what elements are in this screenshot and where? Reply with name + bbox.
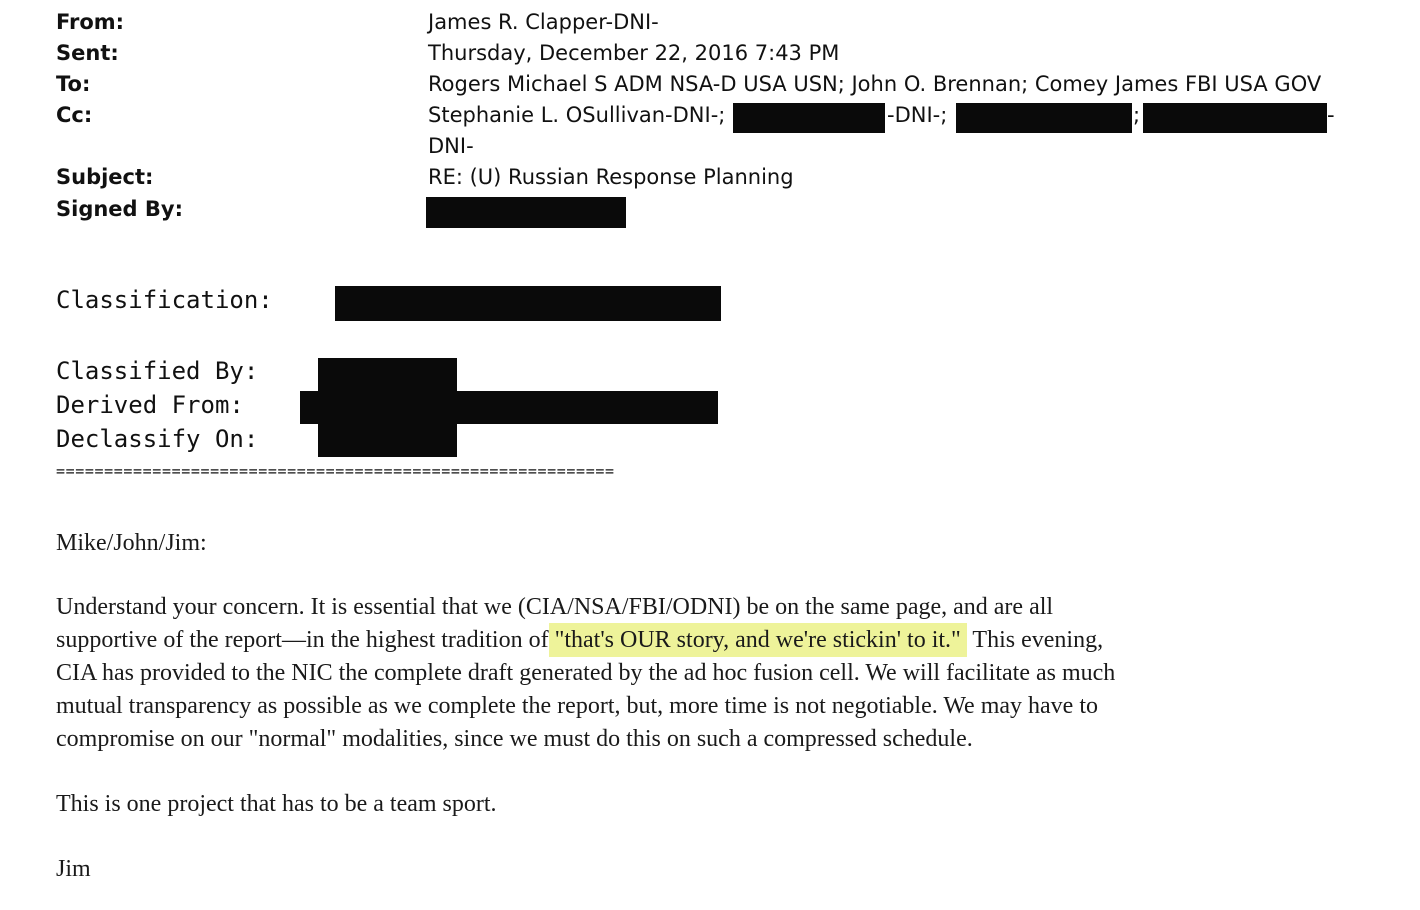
redaction-signed-by: [426, 197, 626, 228]
signed-by-label: Signed By:: [56, 197, 183, 221]
salutation: Mike/John/Jim:: [56, 530, 207, 556]
subject-value: RE: (U) Russian Response Planning: [428, 165, 794, 189]
paragraph-1-line-2: [56, 627, 1103, 654]
cc-part4: -: [1327, 103, 1335, 127]
derived-from-label: Derived From:: [56, 391, 244, 419]
to-value: Rogers Michael S ADM NSA-D USA USN; John O. Brennan; Comey James FBI USA GOV: [428, 72, 1322, 96]
signoff: Jim: [56, 856, 91, 882]
declassify-on-label: Declassify On:: [56, 425, 259, 453]
classified-by-label: Classified By:: [56, 357, 259, 385]
paragraph-2: This is one project that has to be a team sport.: [56, 791, 497, 817]
separator-line: ==========================================================: [56, 462, 615, 480]
to-label: To:: [56, 72, 91, 96]
highlighted-quote: "that's OUR story, and we're stickin' to it.": [549, 623, 967, 657]
redaction-derived-from: [300, 391, 718, 424]
subject-label: Subject:: [56, 165, 154, 189]
paragraph-1-line-4: mutual transparency as possible as we complete the report, but, more time is not negotiable. We may have to: [56, 693, 1098, 719]
redaction-classification: [335, 286, 721, 321]
redaction-classified-by: [318, 358, 457, 392]
redaction-cc-2: [956, 103, 1132, 133]
line-2-end: This evening,: [966, 627, 1104, 653]
redaction-declassify-on: [318, 424, 457, 457]
sent-value: Thursday, December 22, 2016 7:43 PM: [428, 41, 840, 65]
cc-line2: DNI-: [428, 134, 474, 158]
sent-label: Sent:: [56, 41, 119, 65]
cc-part1: Stephanie L. OSullivan-DNI-;: [428, 103, 726, 127]
paragraph-1-line-5: compromise on our "normal" modalities, since we must do this on such a compressed schedule.: [56, 726, 973, 752]
from-label: From:: [56, 10, 125, 34]
redaction-cc-1: [733, 103, 885, 133]
from-value: James R. Clapper-DNI-: [428, 10, 659, 34]
classification-label: Classification:: [56, 286, 273, 314]
paragraph-1-line-1: Understand your concern. It is essential that we (CIA/NSA/FBI/ODNI) be on the same page, and are all: [56, 594, 1054, 620]
paragraph-1-line-3: CIA has provided to the NIC the complete draft generated by the ad hoc fusion cell. We will facilitate as much: [56, 660, 1116, 686]
cc-label: Cc:: [56, 103, 93, 127]
redaction-cc-3: [1143, 103, 1327, 133]
cc-part2: -DNI-;: [887, 103, 948, 127]
cc-part3: ;: [1133, 103, 1141, 127]
line-2-start: supportive of the report—in the highest tradition of: [56, 627, 549, 653]
